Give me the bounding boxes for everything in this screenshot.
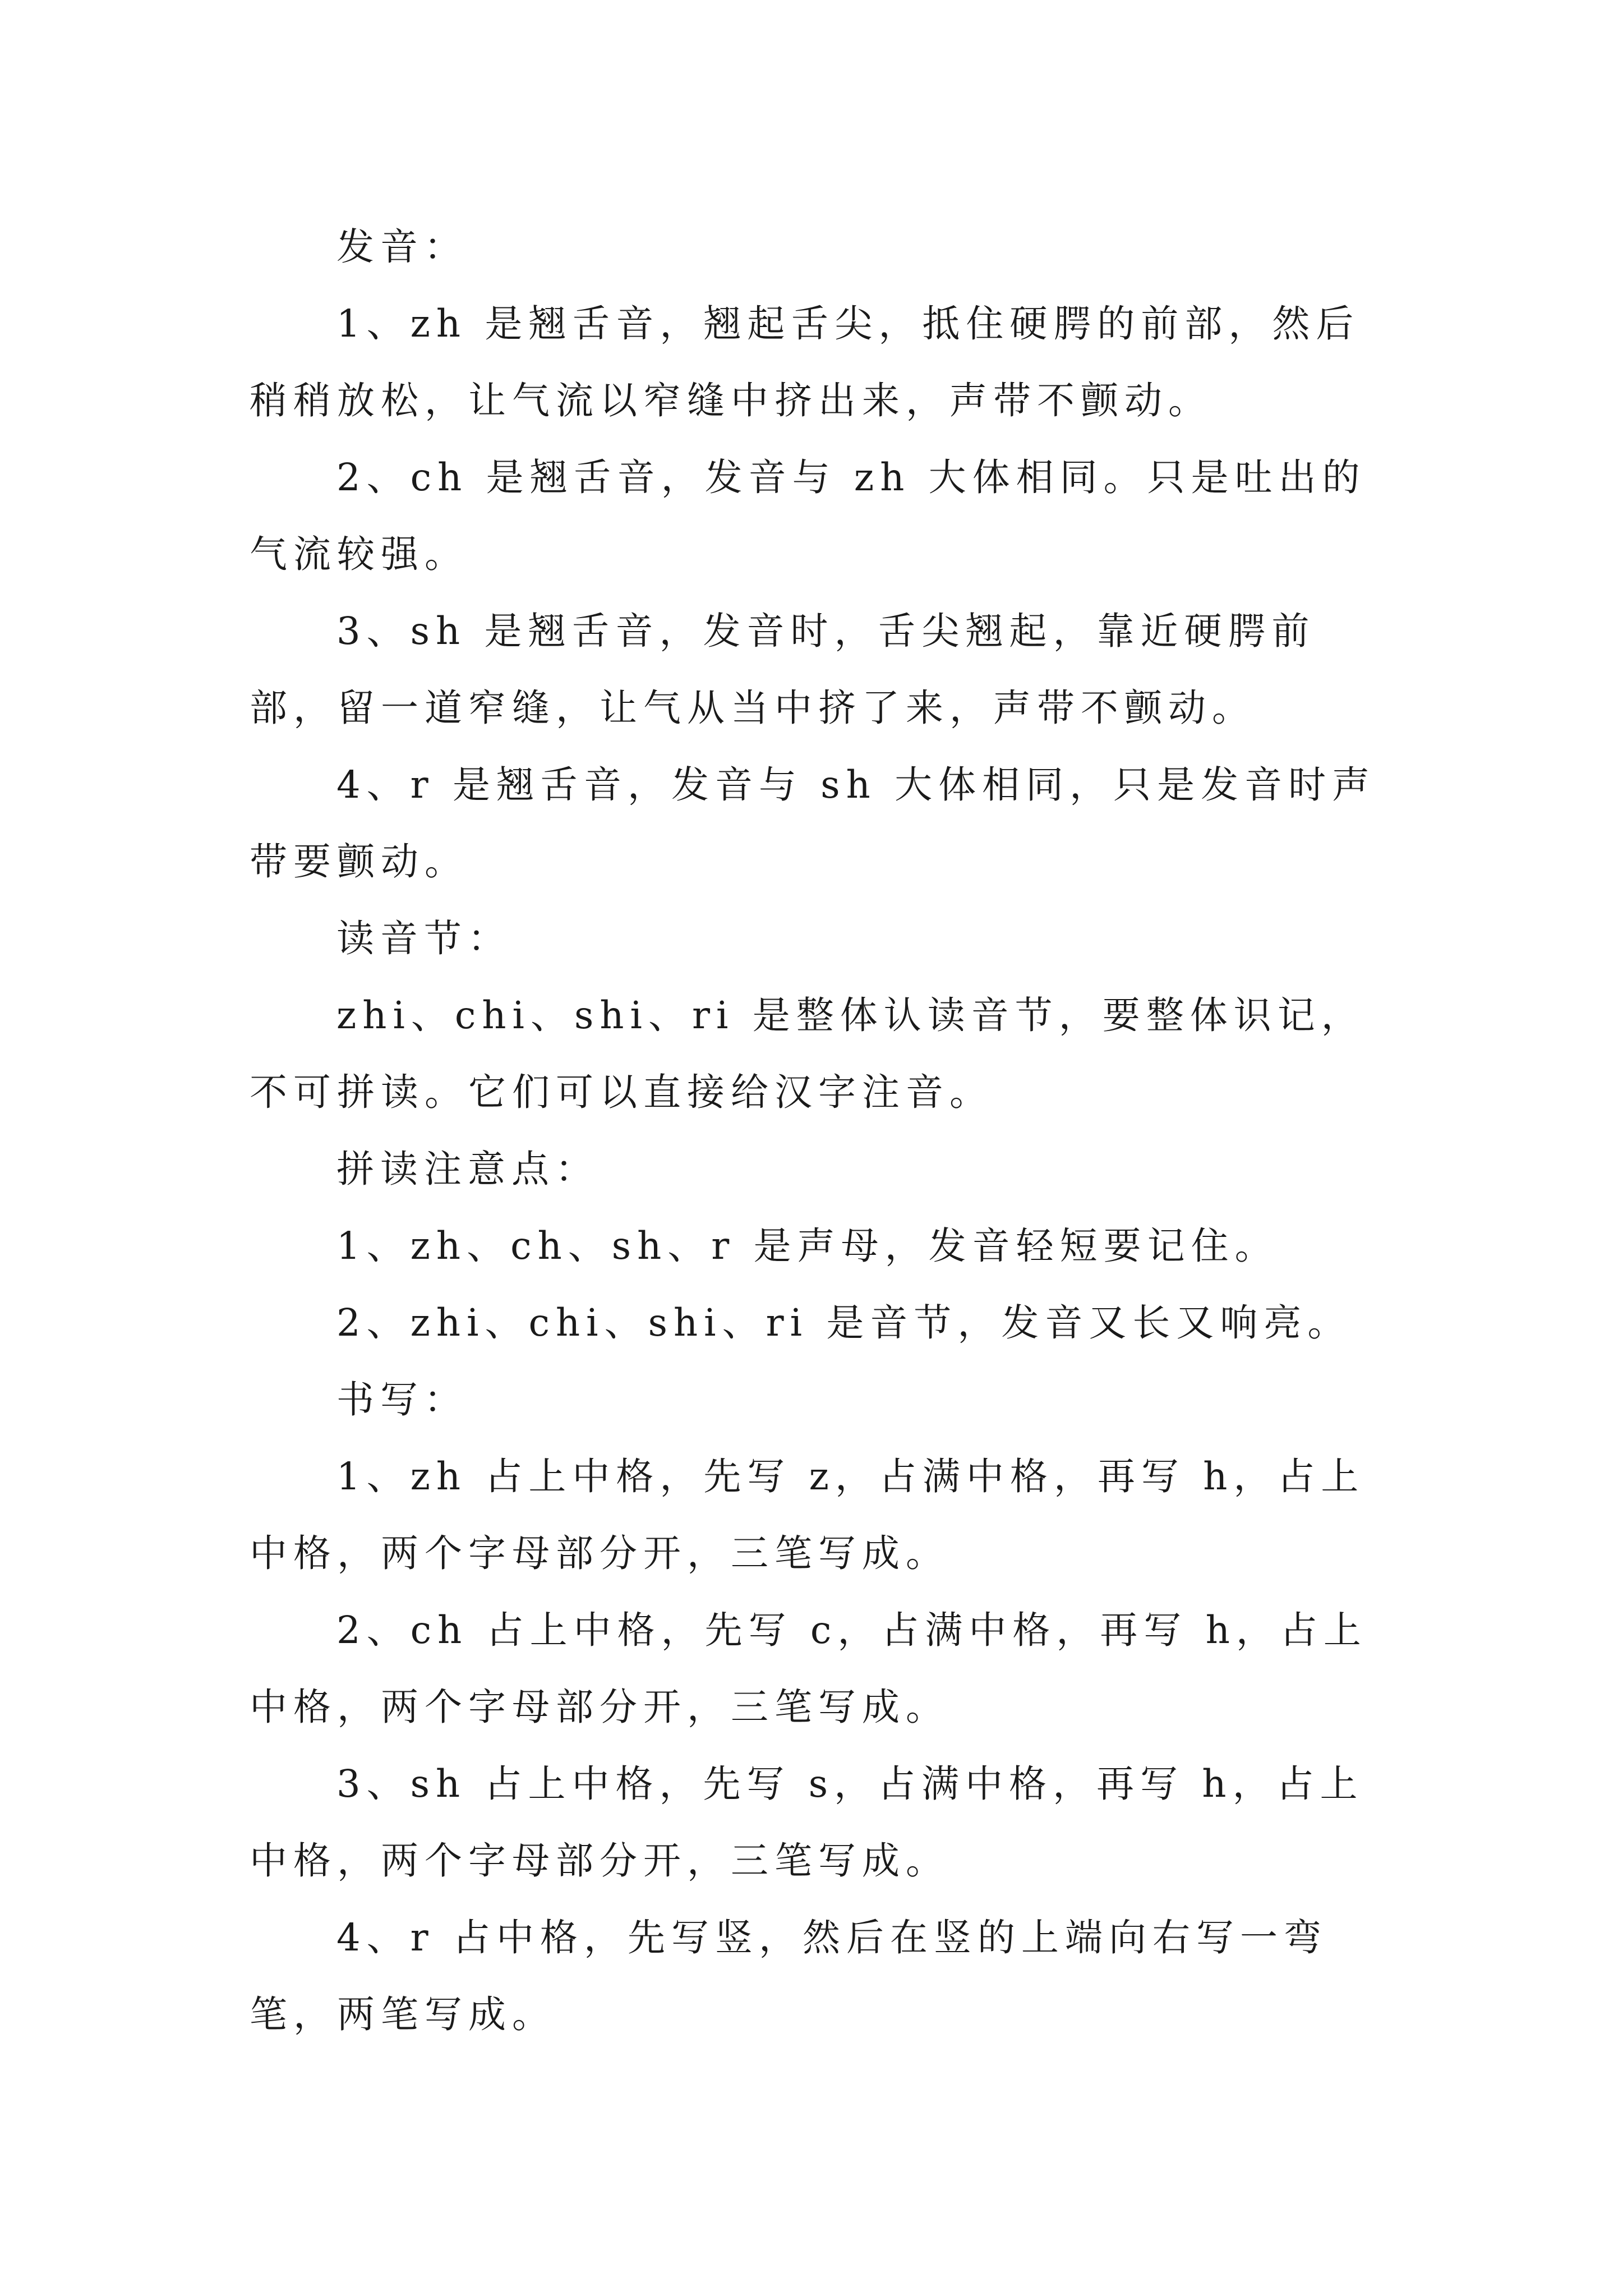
paragraph-zh: 1、zh 是翘舌音，翘起舌尖，抵住硬腭的前部，然后稍稍放松，让气流以窄缝中挤出来，声带不颤动。: [250, 302, 1360, 422]
paragraph-write-zh: 1、zh 占上中格，先写 z，占满中格，再写 h，占上中格，两个字母部分开，三笔写成。: [250, 1455, 1365, 1575]
heading-pronunciation: 发音：: [336, 225, 468, 269]
paragraph-write-r: 4、r 占中格，先写竖，然后在竖的上端向右写一弯笔，两笔写成。: [250, 1916, 1327, 2036]
paragraph-sh: 3、sh 是翘舌音，发音时，舌尖翘起，靠近硬腭前部，留一道窄缝，让气从当中挤了来，声带不颤动。: [250, 609, 1316, 730]
document-body: [250, 209, 1388, 2053]
paragraph-write-sh: 3、sh 占上中格，先写 s，占满中格，再写 h，占上中格，两个字母部分开，三笔写成。: [250, 1762, 1364, 1883]
paragraph-note-initials: 1、zh、ch、sh、r 是声母，发音轻短要记住。: [336, 1224, 1279, 1268]
paragraph-note-syllables: 2、zhi、chi、shi、ri 是音节，发音又长又响亮。: [336, 1301, 1352, 1345]
paragraph-whole-syllables: zhi、chi、shi、ri 是整体认读音节，要整体识记，不可拼读。它们可以直接给汉字注音。: [250, 993, 1365, 1114]
heading-writing: 书写：: [336, 1378, 468, 1421]
heading-spelling-notes: 拼读注意点：: [336, 1147, 599, 1191]
paragraph-r: 4、r 是翘舌音，发音与 sh 大体相同，只是发音时声带要颤动。: [250, 763, 1376, 884]
paragraph-ch: 2、ch 是翘舌音，发音与 zh 大体相同。只是吐出的气流较强。: [250, 455, 1366, 576]
paragraph-write-ch: 2、ch 占上中格，先写 c，占满中格，再写 h，占上中格，两个字母部分开，三笔写成。: [250, 1608, 1367, 1729]
heading-reading-syllables: 读音节：: [336, 917, 511, 960]
